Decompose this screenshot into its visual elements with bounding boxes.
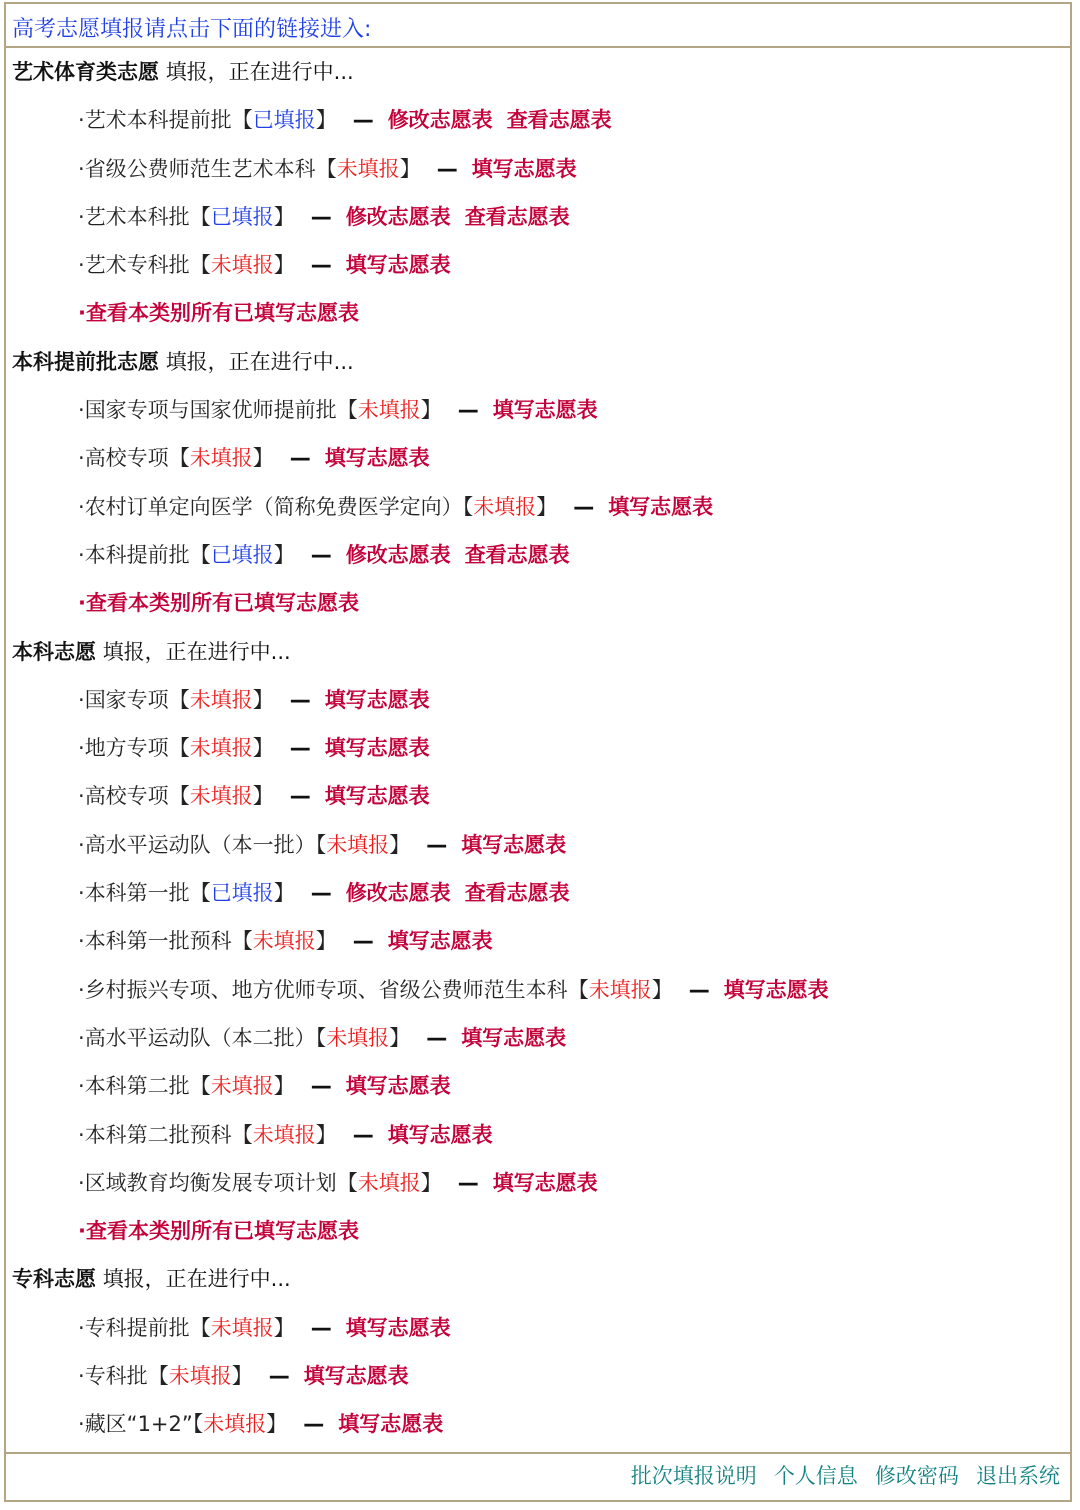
batch-name: 高水平运动队（本一批） (84, 832, 316, 857)
section-status-text: 填报，正在进行中... (165, 60, 354, 84)
bullet: · (78, 156, 85, 181)
fill-form-link[interactable]: 填写志愿表 (461, 1025, 567, 1050)
bullet: · (78, 1170, 85, 1195)
bracket-open: 【 (189, 253, 211, 278)
bullet: · (78, 1074, 85, 1099)
view-form-link[interactable]: 查看志愿表 (464, 204, 570, 229)
footer-bar (6, 1452, 1070, 1500)
batch-row (12, 1111, 1070, 1159)
change-password-link[interactable]: 修改密码 (874, 1464, 959, 1488)
dash-separator: — (352, 929, 374, 954)
view-form-link[interactable]: 查看志愿表 (464, 881, 570, 906)
batch-name: 本科提前批 (84, 542, 190, 567)
view-form-link[interactable]: 查看志愿表 (506, 108, 612, 133)
dash-separator: — (289, 446, 311, 471)
bracket-open: 【 (168, 687, 190, 712)
bracket-close: 】 (273, 542, 295, 567)
status-unfilled-badge: 未填报 (357, 398, 421, 423)
section-title: 本科志愿 (12, 639, 96, 664)
dash-separator: — (303, 1412, 325, 1437)
fill-form-link[interactable]: 填写志愿表 (303, 1364, 409, 1389)
bracket-close: 】 (273, 204, 295, 229)
bracket-open: 【 (189, 204, 211, 229)
status-filled-badge: 已填报 (210, 204, 274, 229)
fill-form-link[interactable]: 填写志愿表 (723, 977, 829, 1002)
bracket-open: 【 (147, 1364, 169, 1389)
batch-row (12, 1400, 1070, 1448)
batch-name: 本科第一批预科 (84, 929, 232, 954)
bullet: · (78, 398, 85, 423)
modify-form-link[interactable]: 修改志愿表 (345, 542, 451, 567)
bracket-close: 】 (420, 1170, 442, 1195)
status-unfilled-badge: 未填报 (473, 494, 537, 519)
bullet: · (78, 736, 85, 761)
bracket-open: 【 (189, 1074, 211, 1099)
batch-name: 艺术本科批 (84, 204, 190, 229)
bullet: · (78, 1412, 85, 1437)
fill-form-link[interactable]: 填写志愿表 (345, 1074, 451, 1099)
batch-name: 国家专项 (84, 687, 169, 712)
bullet: · (78, 881, 85, 906)
bracket-open: 【 (315, 832, 327, 857)
batch-row (12, 96, 1070, 144)
section-heading (12, 1255, 1070, 1303)
dash-separator: — (457, 398, 479, 423)
dash-separator: — (310, 1074, 332, 1099)
bracket-close: 】 (252, 446, 274, 471)
bullet: · (78, 1122, 85, 1147)
fill-form-link[interactable]: 填写志愿表 (345, 253, 451, 278)
status-unfilled-badge: 未填报 (210, 253, 274, 278)
batch-name: 高校专项 (84, 784, 169, 809)
status-unfilled-badge: 未填报 (189, 687, 253, 712)
batch-row (12, 1304, 1070, 1352)
batch-row (12, 966, 1070, 1014)
bracket-close: 】 (389, 1025, 411, 1050)
status-unfilled-badge: 未填报 (252, 929, 316, 954)
dash-separator: — (310, 253, 332, 278)
fill-form-link[interactable]: 填写志愿表 (345, 1315, 451, 1340)
page-title: 高考志愿填报请点击下面的链接进入: (12, 17, 372, 42)
bracket-close: 】 (315, 1122, 337, 1147)
status-filled-badge: 已填报 (210, 881, 274, 906)
dash-separator: — (268, 1364, 290, 1389)
bracket-open: 【 (189, 542, 211, 567)
batch-name: 地方专项 (84, 736, 169, 761)
section-title: 专科志愿 (12, 1267, 96, 1292)
batch-row (12, 821, 1070, 869)
bullet: · (78, 1315, 85, 1340)
status-unfilled-badge: 未填报 (189, 736, 253, 761)
batch-row (12, 386, 1070, 434)
batch-name: 藏区“1+2” (84, 1412, 193, 1437)
dash-separator: — (352, 108, 374, 133)
bracket-open: 【 (231, 1122, 253, 1147)
bracket-close: 】 (651, 977, 673, 1002)
modify-form-link[interactable]: 修改志愿表 (387, 108, 493, 133)
bracket-close: 】 (273, 1074, 295, 1099)
volunteer-list (6, 48, 1070, 1449)
bracket-open: 【 (336, 1170, 358, 1195)
bracket-open: 【 (231, 929, 253, 954)
bracket-open: 【 (192, 1412, 204, 1437)
bullet: · (78, 494, 85, 519)
fill-form-link[interactable]: 填写志愿表 (324, 687, 430, 712)
section-status-text: 填报，正在进行中... (102, 1267, 291, 1292)
batch-name: 省级公费师范生艺术本科 (84, 156, 316, 181)
batch-row (12, 241, 1070, 289)
fill-form-link[interactable]: 填写志愿表 (324, 784, 430, 809)
fill-form-link[interactable]: 填写志愿表 (387, 929, 493, 954)
fill-form-link[interactable]: 填写志愿表 (608, 494, 714, 519)
status-unfilled-badge: 未填报 (189, 784, 253, 809)
bracket-close: 】 (252, 687, 274, 712)
bracket-open: 【 (168, 736, 190, 761)
batch-row (12, 724, 1070, 772)
bracket-close: 】 (231, 1364, 253, 1389)
bracket-open: 【 (189, 881, 211, 906)
batch-row (12, 772, 1070, 820)
bracket-open: 【 (567, 977, 589, 1002)
batch-row (12, 1014, 1070, 1062)
section-title: 艺术体育类志愿 (12, 60, 159, 84)
dash-separator: — (436, 156, 458, 181)
bullet: · (78, 204, 85, 229)
fill-form-link[interactable]: 填写志愿表 (471, 156, 577, 181)
dash-separator: — (688, 977, 710, 1002)
section-status-text: 填报，正在进行中... (102, 639, 291, 664)
bullet: · (78, 687, 85, 712)
status-unfilled-badge: 未填报 (168, 1364, 232, 1389)
bullet: · (78, 784, 85, 809)
dash-separator: — (310, 542, 332, 567)
bracket-close: 】 (315, 929, 337, 954)
bullet: · (78, 977, 85, 1002)
dash-separator: — (310, 881, 332, 906)
status-unfilled-badge: 未填报 (326, 832, 390, 857)
batch-row (12, 193, 1070, 241)
batch-row (12, 483, 1070, 531)
page-header (6, 4, 1070, 48)
status-unfilled-badge: 未填报 (336, 156, 400, 181)
bracket-close: 】 (266, 1412, 288, 1437)
view-form-link[interactable]: 查看志愿表 (464, 542, 570, 567)
status-unfilled-badge: 未填报 (210, 1315, 274, 1340)
bullet: · (78, 929, 85, 954)
bullet: · (78, 832, 85, 857)
fill-form-link[interactable]: 填写志愿表 (324, 736, 430, 761)
bracket-open: 【 (315, 1025, 327, 1050)
bracket-open: 【 (168, 784, 190, 809)
view-all-link[interactable]: ·查看本类别所有已填写志愿表 (78, 301, 359, 326)
batch-name: 专科批 (84, 1364, 148, 1389)
section-status-text: 填报，正在进行中... (165, 349, 354, 374)
bullet: · (78, 446, 85, 471)
fill-form-link[interactable]: 填写志愿表 (492, 398, 598, 423)
dash-separator: — (310, 1315, 332, 1340)
fill-form-link[interactable]: 填写志愿表 (492, 1170, 598, 1195)
bracket-close: 】 (389, 832, 411, 857)
dash-separator: — (289, 784, 311, 809)
batch-name: 乡村振兴专项、地方优师专项、省级公费师范生本科 (84, 977, 568, 1002)
batch-name: 专科提前批 (84, 1315, 190, 1340)
bullet: · (78, 108, 85, 133)
logout-link[interactable]: 退出系统 (976, 1464, 1060, 1488)
section-heading (12, 628, 1070, 676)
batch-name: 区域教育均衡发展专项计划 (84, 1170, 337, 1195)
dash-separator: — (426, 1025, 448, 1050)
dash-separator: — (457, 1170, 479, 1195)
batch-row (12, 531, 1070, 579)
dash-separator: — (289, 687, 311, 712)
dash-separator: — (289, 736, 311, 761)
status-unfilled-badge: 未填报 (588, 977, 652, 1002)
status-unfilled-badge: 未填报 (357, 1170, 421, 1195)
batch-name: 本科第一批 (84, 881, 190, 906)
batch-name: 高水平运动队（本二批） (84, 1025, 316, 1050)
bracket-open: 【 (336, 398, 358, 423)
dash-separator: — (426, 832, 448, 857)
fill-form-link[interactable]: 填写志愿表 (461, 832, 567, 857)
bracket-close: 】 (315, 108, 337, 133)
batch-row (12, 676, 1070, 724)
bracket-close: 】 (273, 881, 295, 906)
batch-name: 本科第二批 (84, 1074, 190, 1099)
dash-separator: — (352, 1122, 374, 1147)
status-unfilled-badge: 未填报 (252, 1122, 316, 1147)
bracket-close: 】 (273, 1315, 295, 1340)
bracket-open: 【 (315, 156, 337, 181)
batch-row (12, 434, 1070, 482)
modify-form-link[interactable]: 修改志愿表 (345, 204, 451, 229)
batch-name: 国家专项与国家优师提前批 (84, 398, 337, 423)
bracket-close: 】 (252, 736, 274, 761)
fill-form-link[interactable]: 填写志愿表 (338, 1412, 444, 1437)
status-filled-badge: 已填报 (252, 108, 316, 133)
batch-name: 高校专项 (84, 446, 169, 471)
view-all-row (12, 1207, 1070, 1255)
fill-form-link[interactable]: 填写志愿表 (387, 1122, 493, 1147)
fill-form-link[interactable]: 填写志愿表 (324, 446, 430, 471)
bracket-open: 【 (168, 446, 190, 471)
batch-row (12, 1352, 1070, 1400)
section-heading (12, 48, 1070, 96)
batch-name: 农村订单定向医学（简称免费医学定向） (84, 494, 463, 519)
view-all-link[interactable]: ·查看本类别所有已填写志愿表 (78, 1219, 359, 1244)
view-all-row (12, 289, 1070, 337)
bracket-close: 】 (252, 784, 274, 809)
personal-info-link[interactable]: 个人信息 (773, 1464, 858, 1488)
bracket-close: 】 (399, 156, 421, 181)
batch-row (12, 869, 1070, 917)
bullet: · (78, 1025, 85, 1050)
bracket-close: 】 (420, 398, 442, 423)
main-frame (4, 2, 1072, 1502)
dash-separator: — (310, 204, 332, 229)
status-unfilled-badge: 未填报 (203, 1412, 267, 1437)
batch-row (12, 145, 1070, 193)
bracket-open: 【 (231, 108, 253, 133)
status-unfilled-badge: 未填报 (189, 446, 253, 471)
bullet: · (78, 253, 85, 278)
status-filled-badge: 已填报 (210, 542, 274, 567)
view-all-link[interactable]: ·查看本类别所有已填写志愿表 (78, 591, 359, 616)
modify-form-link[interactable]: 修改志愿表 (345, 881, 451, 906)
dash-separator: — (573, 494, 595, 519)
section-heading (12, 338, 1070, 386)
status-unfilled-badge: 未填报 (210, 1074, 274, 1099)
bracket-open: 【 (189, 1315, 211, 1340)
batch-instructions-link[interactable]: 批次填报说明 (630, 1464, 757, 1488)
bracket-close: 】 (273, 253, 295, 278)
section-title: 本科提前批志愿 (12, 349, 159, 374)
batch-row (12, 1159, 1070, 1207)
bracket-open: 【 (462, 494, 474, 519)
bracket-close: 】 (536, 494, 558, 519)
batch-name: 艺术本科提前批 (84, 108, 232, 133)
batch-name: 艺术专科批 (84, 253, 190, 278)
batch-name: 本科第二批预科 (84, 1122, 232, 1147)
status-unfilled-badge: 未填报 (326, 1025, 390, 1050)
batch-row (12, 917, 1070, 965)
batch-row (12, 1062, 1070, 1110)
view-all-row (12, 579, 1070, 627)
bullet: · (78, 542, 85, 567)
bullet: · (78, 1364, 85, 1389)
